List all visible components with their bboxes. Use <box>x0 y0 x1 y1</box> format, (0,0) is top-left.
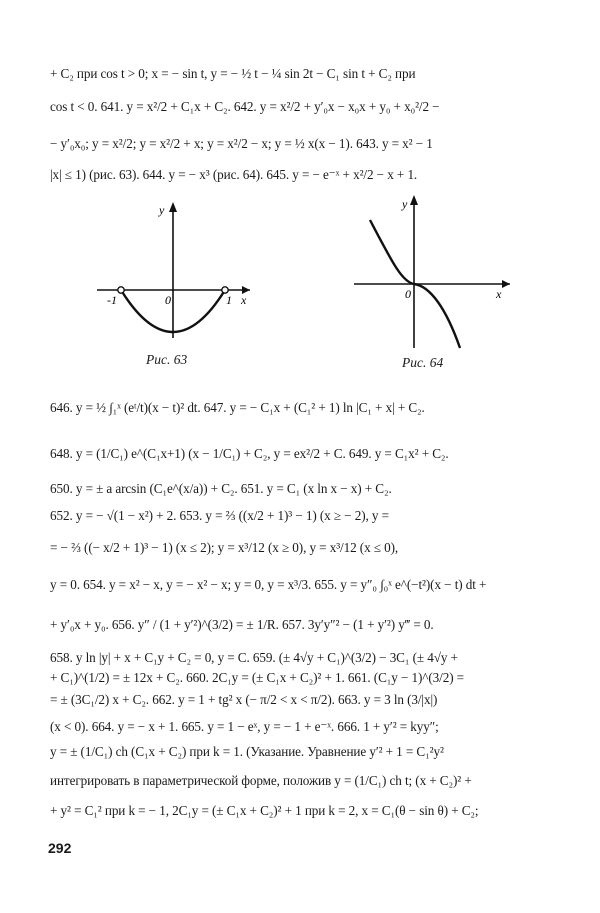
figure-64 <box>350 190 520 355</box>
page-number: 292 <box>48 840 72 856</box>
text-line-2: cos t < 0. 641. y = x²/2 + C₁x + C₂. 642. y = x²/2 + y′₀x − x₀x + y₀ + x₀²/2 − <box>50 99 440 114</box>
text-line-18: + y² = C₁² при k = − 1, 2C₁y = (± C₁x + C₂)² + 1 при k = 2, x = C₁(θ − sin θ) + C₂; <box>50 803 479 818</box>
figure-63-caption: Рис. 63 <box>146 352 188 367</box>
text-line-6: 648. y = (1/C₁) e^(C₁x+1) (x − 1/C₁) + C₂, y = ex²/2 + C. 649. y = C₁x² + C₂. <box>50 446 449 461</box>
text-line-5: 646. y = ½ ∫₁ˣ (eᵗ/t)(x − t)² dt. 647. y = − C₁x + (C₁² + 1) ln |C₁ + x| + C₂. <box>50 400 425 415</box>
text-line-14: = ± (3C₁/2) x + C₂. 662. y = 1 + tg² x (− π/2 < x < π/2). 663. y = 3 ln (3/|x|) <box>50 692 438 707</box>
y-axis-arrow-icon <box>410 195 418 205</box>
y-axis-arrow-icon <box>169 202 177 212</box>
figure-63 <box>95 198 265 343</box>
text-line-3: − y′₀x₀; y = x²/2; y = x²/2 + x; y = x²/2 − x; y = ½ x(x − 1). 643. y = x² − 1 <box>50 136 433 151</box>
x-axis-arrow-icon <box>502 280 510 288</box>
y-axis-label: y <box>402 197 408 211</box>
text-line-12: 658. y ln |y| + x + C₁y + C₂ = 0, y = C. 659. (± 4√y + C₁)^(3/2) − 3C₁ (± 4√y + <box>50 650 458 665</box>
figure-64-caption: Рис. 64 <box>402 355 444 370</box>
tick-label-minus-one: -1 <box>107 293 117 307</box>
text-line-10: y = 0. 654. y = x² − x, y = − x² − x; y = 0, y = x³/3. 655. y = y″₀ ∫₀ˣ e^(−t²)(x − t) dt + <box>50 577 487 592</box>
text-line-4: |x| ≤ 1) (рис. 63). 644. y = − x³ (рис. 64). 645. y = − e⁻ˣ + x²/2 − x + 1. <box>50 167 418 182</box>
text-line-9: = − ⅔ ((− x/2 + 1)³ − 1) (x ≤ 2); y = x³/12 (x ≥ 0), y = x³/12 (x ≤ 0), <box>50 540 399 555</box>
text-line-8: 652. y = − √(1 − x²) + 2. 653. y = ⅔ ((x/2 + 1)³ − 1) (x ≥ − 2), y = <box>50 508 389 523</box>
tick-label-one: 1 <box>226 293 232 307</box>
text-line-15: (x < 0). 664. y = − x + 1. 665. y = 1 − eˣ, y = − 1 + e⁻ˣ. 666. 1 + y′² = kyy″; <box>50 719 439 734</box>
figure-64-graph <box>350 190 520 355</box>
figure-63-graph <box>95 198 265 343</box>
text-line-1: + C₂ при cos t > 0; x = − sin t, y = − ½ t − ¼ sin 2t − C₁ sin t + C₂ при <box>50 66 416 81</box>
text-line-11: + y′₀x + y₀. 656. y″ / (1 + y′²)^(3/2) = ± 1/R. 657. 3y′y″² − (1 + y′²) y‴ = 0. <box>50 617 434 632</box>
origin-label: 0 <box>165 293 171 307</box>
text-line-16: y = ± (1/C₁) ch (C₁x + C₂) при k = 1. (Указание. Уравнение y′² + 1 = C₁²y² <box>50 744 444 759</box>
open-point-left <box>118 287 124 293</box>
y-axis-label: y <box>159 203 165 217</box>
text-line-17: интегрировать в параметрической форме, положив y = (1/C₁) ch t; (x + C₂)² + <box>50 773 472 788</box>
origin-label: 0 <box>405 287 411 301</box>
text-line-7: 650. y = ± a arcsin (C₁e^(x/a)) + C₂. 651. y = C₁ (x ln x − x) + C₂. <box>50 481 392 496</box>
x-axis-label: x <box>241 293 247 307</box>
text-line-13: + C₁)^(1/2) = ± 12x + C₂. 660. 2C₁y = (± C₁x + C₂)² + 1. 661. (C₁y − 1)^(3/2) = <box>50 670 465 685</box>
x-axis-label: x <box>496 287 502 301</box>
